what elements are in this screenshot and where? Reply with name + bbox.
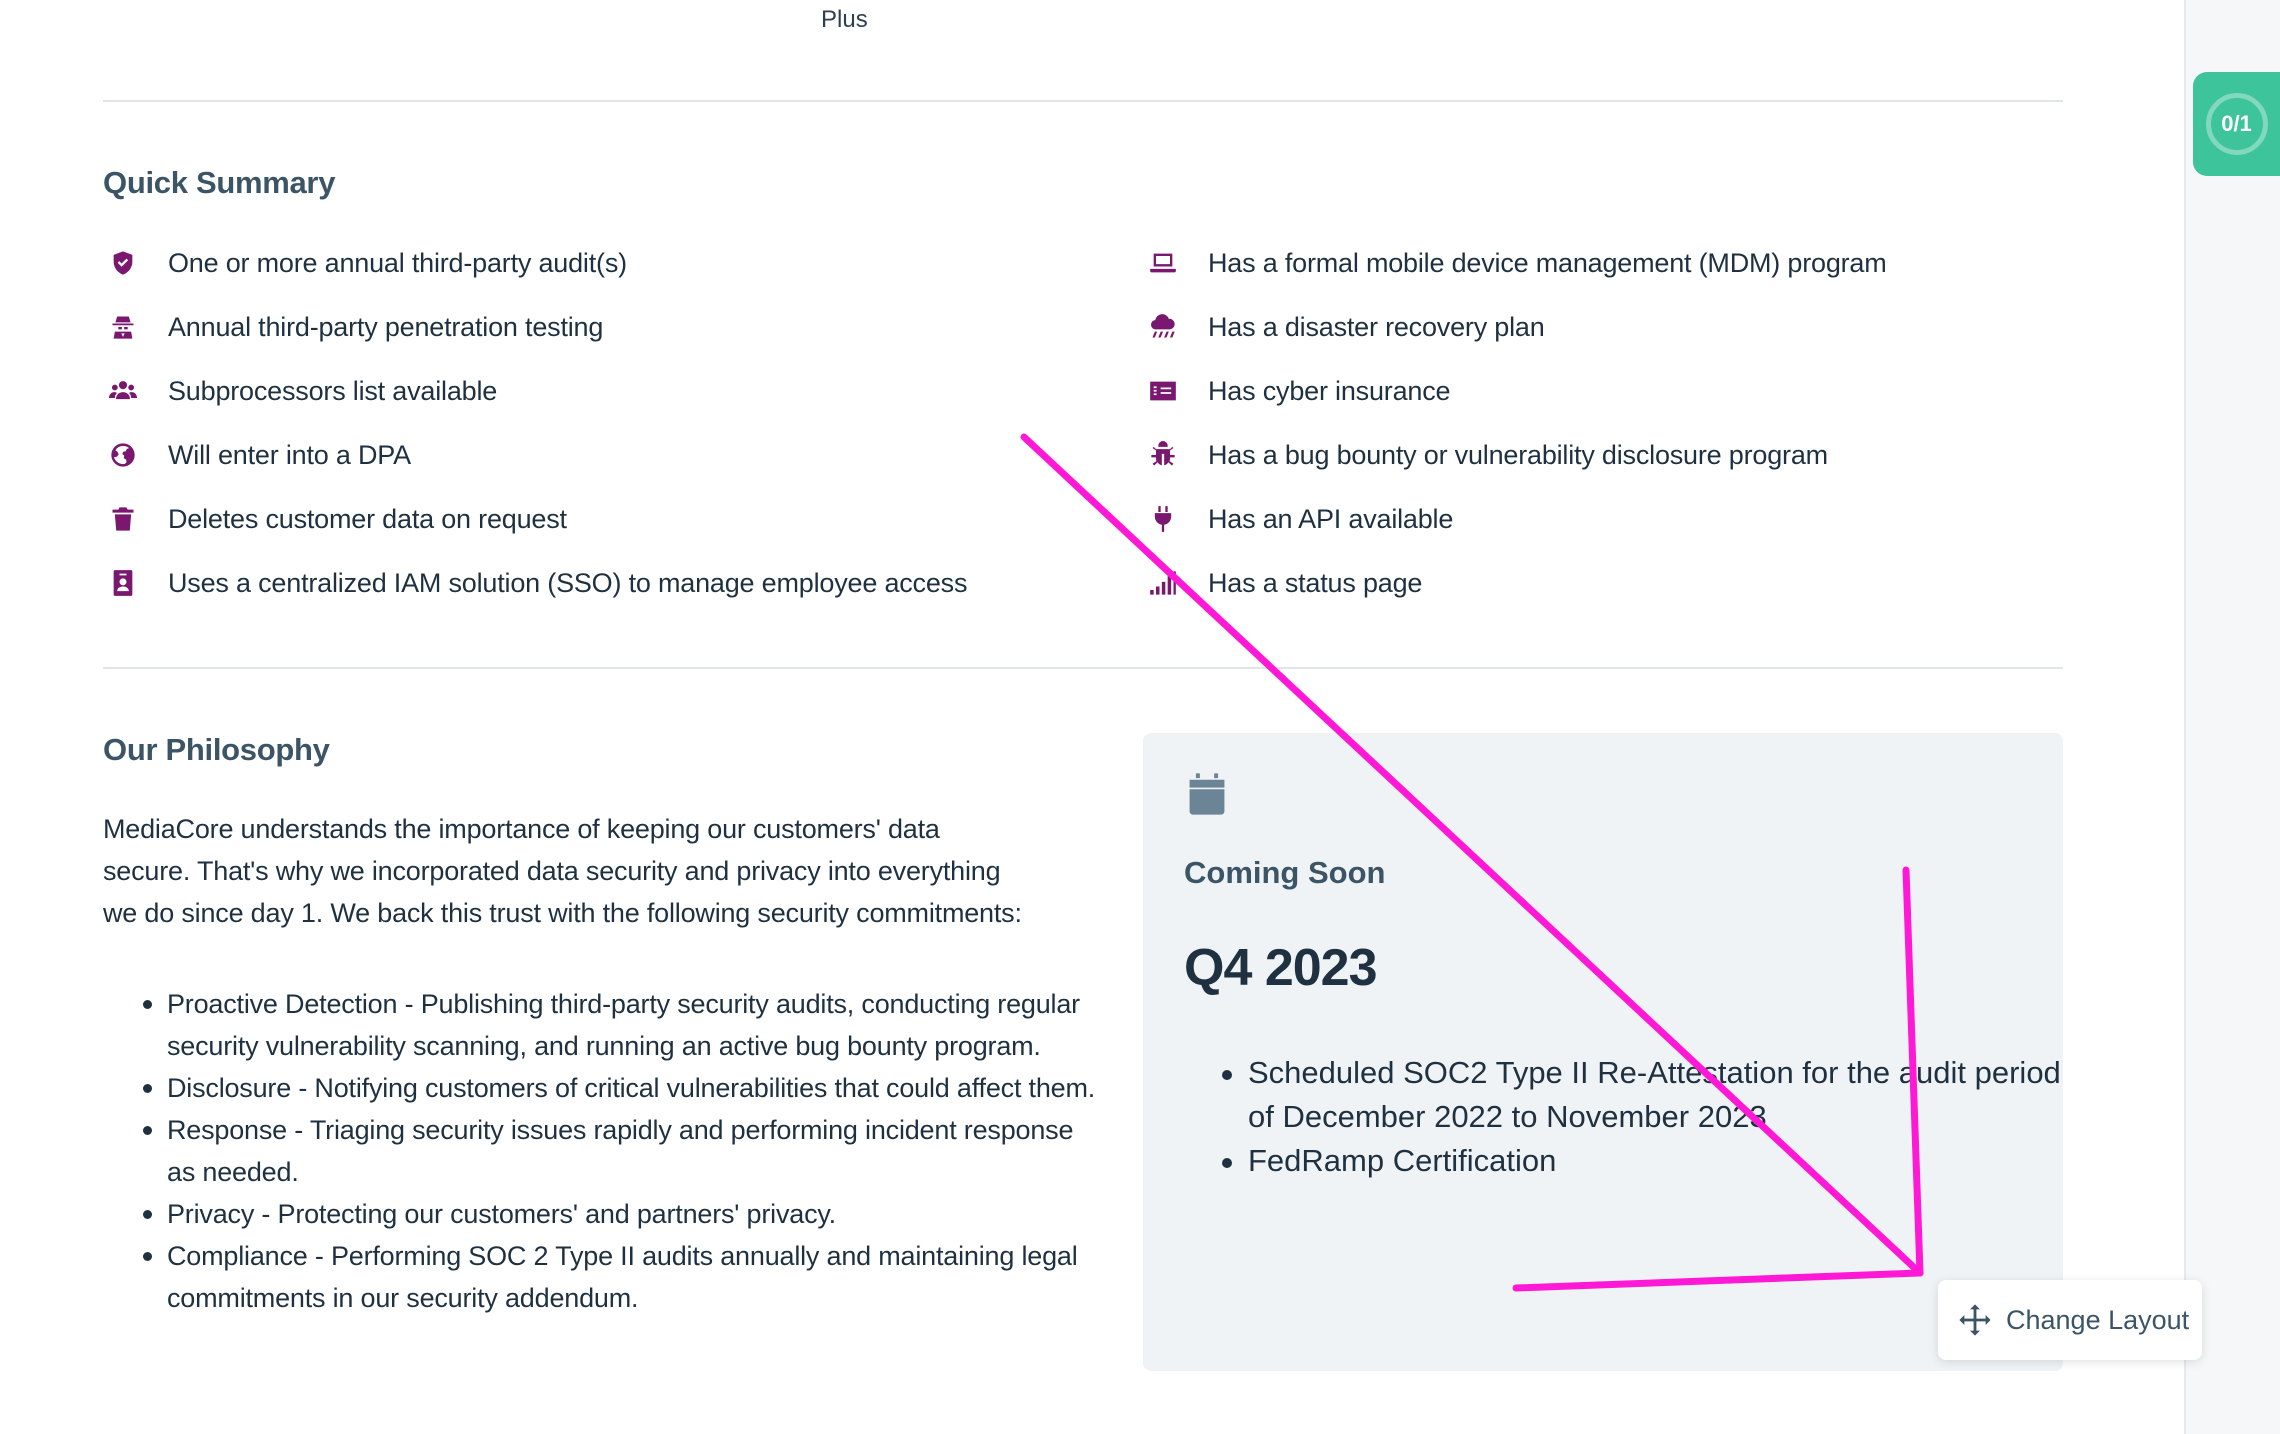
list-item: Proactive Detection - Publishing third-party security audits, conducting regular security vulnerability scanning, and running an active bug bounty program. <box>167 983 1097 1067</box>
divider <box>103 667 2063 669</box>
progress-count: 0/1 <box>2221 111 2252 136</box>
plug-icon <box>1144 500 1182 538</box>
summary-item-annual-audit <box>104 241 627 285</box>
summary-item-sso <box>104 561 967 605</box>
list-item: Disclosure - Notifying customers of critical vulnerabilities that could affect them. <box>167 1067 1097 1109</box>
summary-item-mdm <box>1144 241 1887 285</box>
summary-item-cyber-insurance <box>1144 369 1450 413</box>
summary-item-label: Subprocessors list available <box>168 375 498 406</box>
summary-item-label: Has a disaster recovery plan <box>1208 311 1545 342</box>
id-badge-icon <box>104 564 142 602</box>
summary-item-subprocessors <box>104 369 497 413</box>
globe-icon <box>104 436 142 474</box>
summary-item-api <box>1144 497 1453 541</box>
summary-item-disaster-recovery <box>1144 305 1545 349</box>
summary-item-label: Has cyber insurance <box>1208 375 1451 406</box>
summary-item-pen-testing <box>104 305 603 349</box>
summary-item-label: One or more annual third-party audit(s) <box>168 247 627 278</box>
summary-item-dpa <box>104 433 411 477</box>
calendar-icon <box>1188 773 1226 815</box>
philosophy-title: Our Philosophy <box>103 732 330 767</box>
move-icon <box>1958 1303 1992 1337</box>
users-icon <box>104 372 142 410</box>
change-layout-label: Change Layout <box>2006 1304 2190 1335</box>
summary-item-bug-bounty <box>1144 433 1828 477</box>
progress-badge[interactable] <box>2193 72 2280 176</box>
laptop-icon <box>1144 244 1182 282</box>
coming-soon-label: Coming Soon <box>1184 855 1386 890</box>
summary-item-label: Has a status page <box>1208 567 1423 598</box>
list-item: FedRamp Certification <box>1248 1139 2068 1183</box>
coming-soon-card <box>1143 733 2063 1371</box>
top-fragment-text: Plus <box>821 6 868 33</box>
quick-summary-title: Quick Summary <box>103 165 336 200</box>
summary-item-label: Annual third-party penetration testing <box>168 311 604 342</box>
money-check-icon <box>1144 372 1182 410</box>
progress-ring <box>2206 93 2268 155</box>
list-item: Scheduled SOC2 Type II Re-Attestation for the audit period of December 2022 to November 2023 <box>1248 1051 2068 1139</box>
cloud-rain-icon <box>1144 308 1182 346</box>
coming-soon-quarter: Q4 2023 <box>1184 939 1377 997</box>
user-secret-icon <box>104 308 142 346</box>
shield-check-icon <box>104 244 142 282</box>
list-item: Compliance - Performing SOC 2 Type II audits annually and maintaining legal commitments in our security addendum. <box>167 1235 1097 1319</box>
list-item: Privacy - Protecting our customers' and partners' privacy. <box>167 1193 1097 1235</box>
summary-item-label: Deletes customer data on request <box>168 503 567 534</box>
summary-item-label: Uses a centralized IAM solution (SSO) to manage employee access <box>168 567 968 598</box>
summary-item-label: Will enter into a DPA <box>168 439 411 470</box>
trash-icon <box>104 500 142 538</box>
change-layout-button[interactable] <box>1938 1280 2202 1360</box>
philosophy-intro: MediaCore understands the importance of keeping our customers' data secure. That's why we incorporated data security and privacy into everything we do since day 1. We back this trust with the following security commitments: <box>103 814 1022 928</box>
divider <box>103 100 2063 102</box>
coming-soon-list <box>1184 1051 2068 1183</box>
bug-icon <box>1144 436 1182 474</box>
list-item: Response - Triaging security issues rapidly and performing incident response as needed. <box>167 1109 1097 1193</box>
right-rail <box>2184 0 2280 1434</box>
signal-icon <box>1144 564 1182 602</box>
summary-item-label: Has an API available <box>1208 503 1454 534</box>
summary-item-status-page <box>1144 561 1422 605</box>
summary-item-label: Has a formal mobile device management (MDM) program <box>1208 247 1887 278</box>
philosophy-commitments-list <box>103 983 1097 1319</box>
summary-item-delete-data <box>104 497 567 541</box>
summary-item-label: Has a bug bounty or vulnerability disclosure program <box>1208 439 1828 470</box>
